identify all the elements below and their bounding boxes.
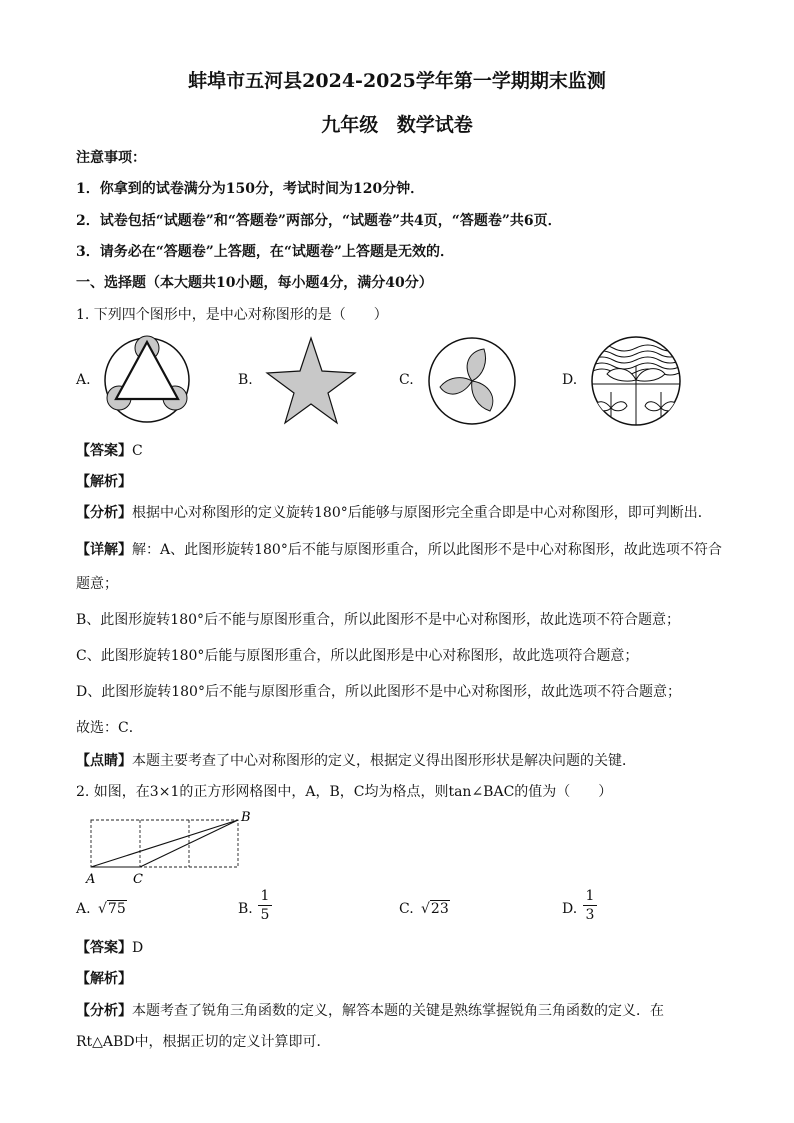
q1-xiangjie <box>76 539 722 559</box>
q1-answer-tag: 【答案】 <box>76 443 132 459</box>
q1-figure-b <box>266 337 356 423</box>
q1-dianjing-tag: 【点睛】 <box>76 753 132 769</box>
q2-point-a: A <box>86 872 96 887</box>
q1-answer-value: C <box>132 443 143 459</box>
section-heading: 一、选择题（本大题共10小题，每小题4分，满分40分） <box>76 275 433 291</box>
sqrt-symbol-c: √ <box>421 901 430 917</box>
q2-fenxi-text: 本题考查了锐角三角函数的定义，解答本题的关键是熟练掌握锐角三角函数的定义．在 <box>132 1003 664 1019</box>
q2-option-b-label: B. <box>238 901 253 917</box>
q2-option-d-denominator: 3 <box>585 907 595 923</box>
q2-fenxi <box>76 1000 664 1020</box>
fraction-bar <box>258 905 272 906</box>
note-item-1: 1．你拿到的试卷满分为150分，考试时间为120分钟． <box>76 181 425 197</box>
q2-option-b-denominator: 5 <box>260 907 270 923</box>
q1-fenxi-tag: 【分析】 <box>76 505 132 521</box>
q2-fenxi-cont: Rt△ABD中，根据正切的定义计算即可． <box>76 1034 331 1050</box>
notes-heading: 注意事项： <box>76 150 146 166</box>
q2-option-b-fraction <box>258 888 272 923</box>
q1-figure-d <box>591 336 681 426</box>
q1-analysis-tag: 【解析】 <box>76 474 132 490</box>
q1-line-b: B、此图形旋转180°后不能与原图形重合，所以此图形不是中心对称图形，故此选项不符合题意； <box>76 612 681 628</box>
exam-subtitle: 九年级 数学试卷 <box>321 114 473 136</box>
q1-line-d: D、此图形旋转180°后不能与原图形重合，所以此图形不是中心对称图形，故此选项不符合题意； <box>76 684 681 700</box>
q2-option-a-value <box>98 901 127 917</box>
q1-stem: 1. 下列四个图形中，是中心对称图形的是（ ） <box>76 307 388 323</box>
q2-option-a-label: A. <box>76 901 91 917</box>
q1-dianjing-text: 本题主要考查了中心对称图形的定义，根据定义得出图形形状是解决问题的关键． <box>132 753 636 769</box>
q1-dianjing <box>76 750 636 770</box>
q1-option-c-label: C. <box>399 372 414 388</box>
q1-xiangjie-tag: 【详解】 <box>76 542 132 558</box>
q1-xiangjie-cont: 题意； <box>76 576 118 592</box>
q2-answer-value: D <box>132 940 144 956</box>
q2-point-b: B <box>241 810 251 825</box>
q1-option-b-label: B. <box>238 372 253 388</box>
q2-option-c-radicand: 23 <box>430 901 449 917</box>
fraction-bar <box>583 905 597 906</box>
q2-stem: 2. 如图，在3×1的正方形网格图中，A，B，C均为格点，则tan∠BAC的值为（ ） <box>76 784 613 800</box>
q2-grid-figure <box>80 808 260 888</box>
q2-option-a-radicand: 75 <box>107 901 126 917</box>
q2-option-c-value <box>421 901 450 917</box>
q2-option-d-numerator: 1 <box>585 888 595 904</box>
note-item-3: 3．请务必在“答题卷”上答题，在“试题卷”上答题是无效的． <box>76 244 454 260</box>
q1-fenxi-text: 根据中心对称图形的定义旋转180°后能够与原图形完全重合即是中心对称图形，即可判断出． <box>132 505 712 521</box>
q1-figure-c <box>428 337 516 425</box>
q2-point-c: C <box>133 872 143 887</box>
q1-conclusion: 故选：C． <box>76 720 143 736</box>
q2-analysis-tag: 【解析】 <box>76 971 132 987</box>
q2-option-d-fraction <box>583 888 597 923</box>
q2-answer-tag: 【答案】 <box>76 940 132 956</box>
q1-option-a-label: A. <box>76 372 91 388</box>
q2-answer <box>76 937 143 957</box>
q2-option-c-label: C. <box>399 901 414 917</box>
q1-figure-a <box>104 337 190 423</box>
q1-answer <box>76 440 143 460</box>
note-item-2: 2．试卷包括“试题卷”和“答题卷”两部分，“试题卷”共4页，“答题卷”共6页． <box>76 213 562 229</box>
q1-xiangjie-text: 解：A、此图形旋转180°后不能与原图形重合，所以此图形不是中心对称图形，故此选项不符合 <box>132 542 722 558</box>
q1-option-d-label: D. <box>562 372 578 388</box>
sqrt-symbol-a: √ <box>98 901 107 917</box>
q2-option-b-numerator: 1 <box>260 888 270 904</box>
exam-title: 蚌埠市五河县2024-2025学年第一学期期末监测 <box>188 70 606 92</box>
q2-option-d-label: D. <box>562 901 578 917</box>
q1-fenxi <box>76 502 712 522</box>
q1-line-c: C、此图形旋转180°后能与原图形重合，所以此图形是中心对称图形，故此选项符合题意； <box>76 648 639 664</box>
q2-fenxi-tag: 【分析】 <box>76 1003 132 1019</box>
